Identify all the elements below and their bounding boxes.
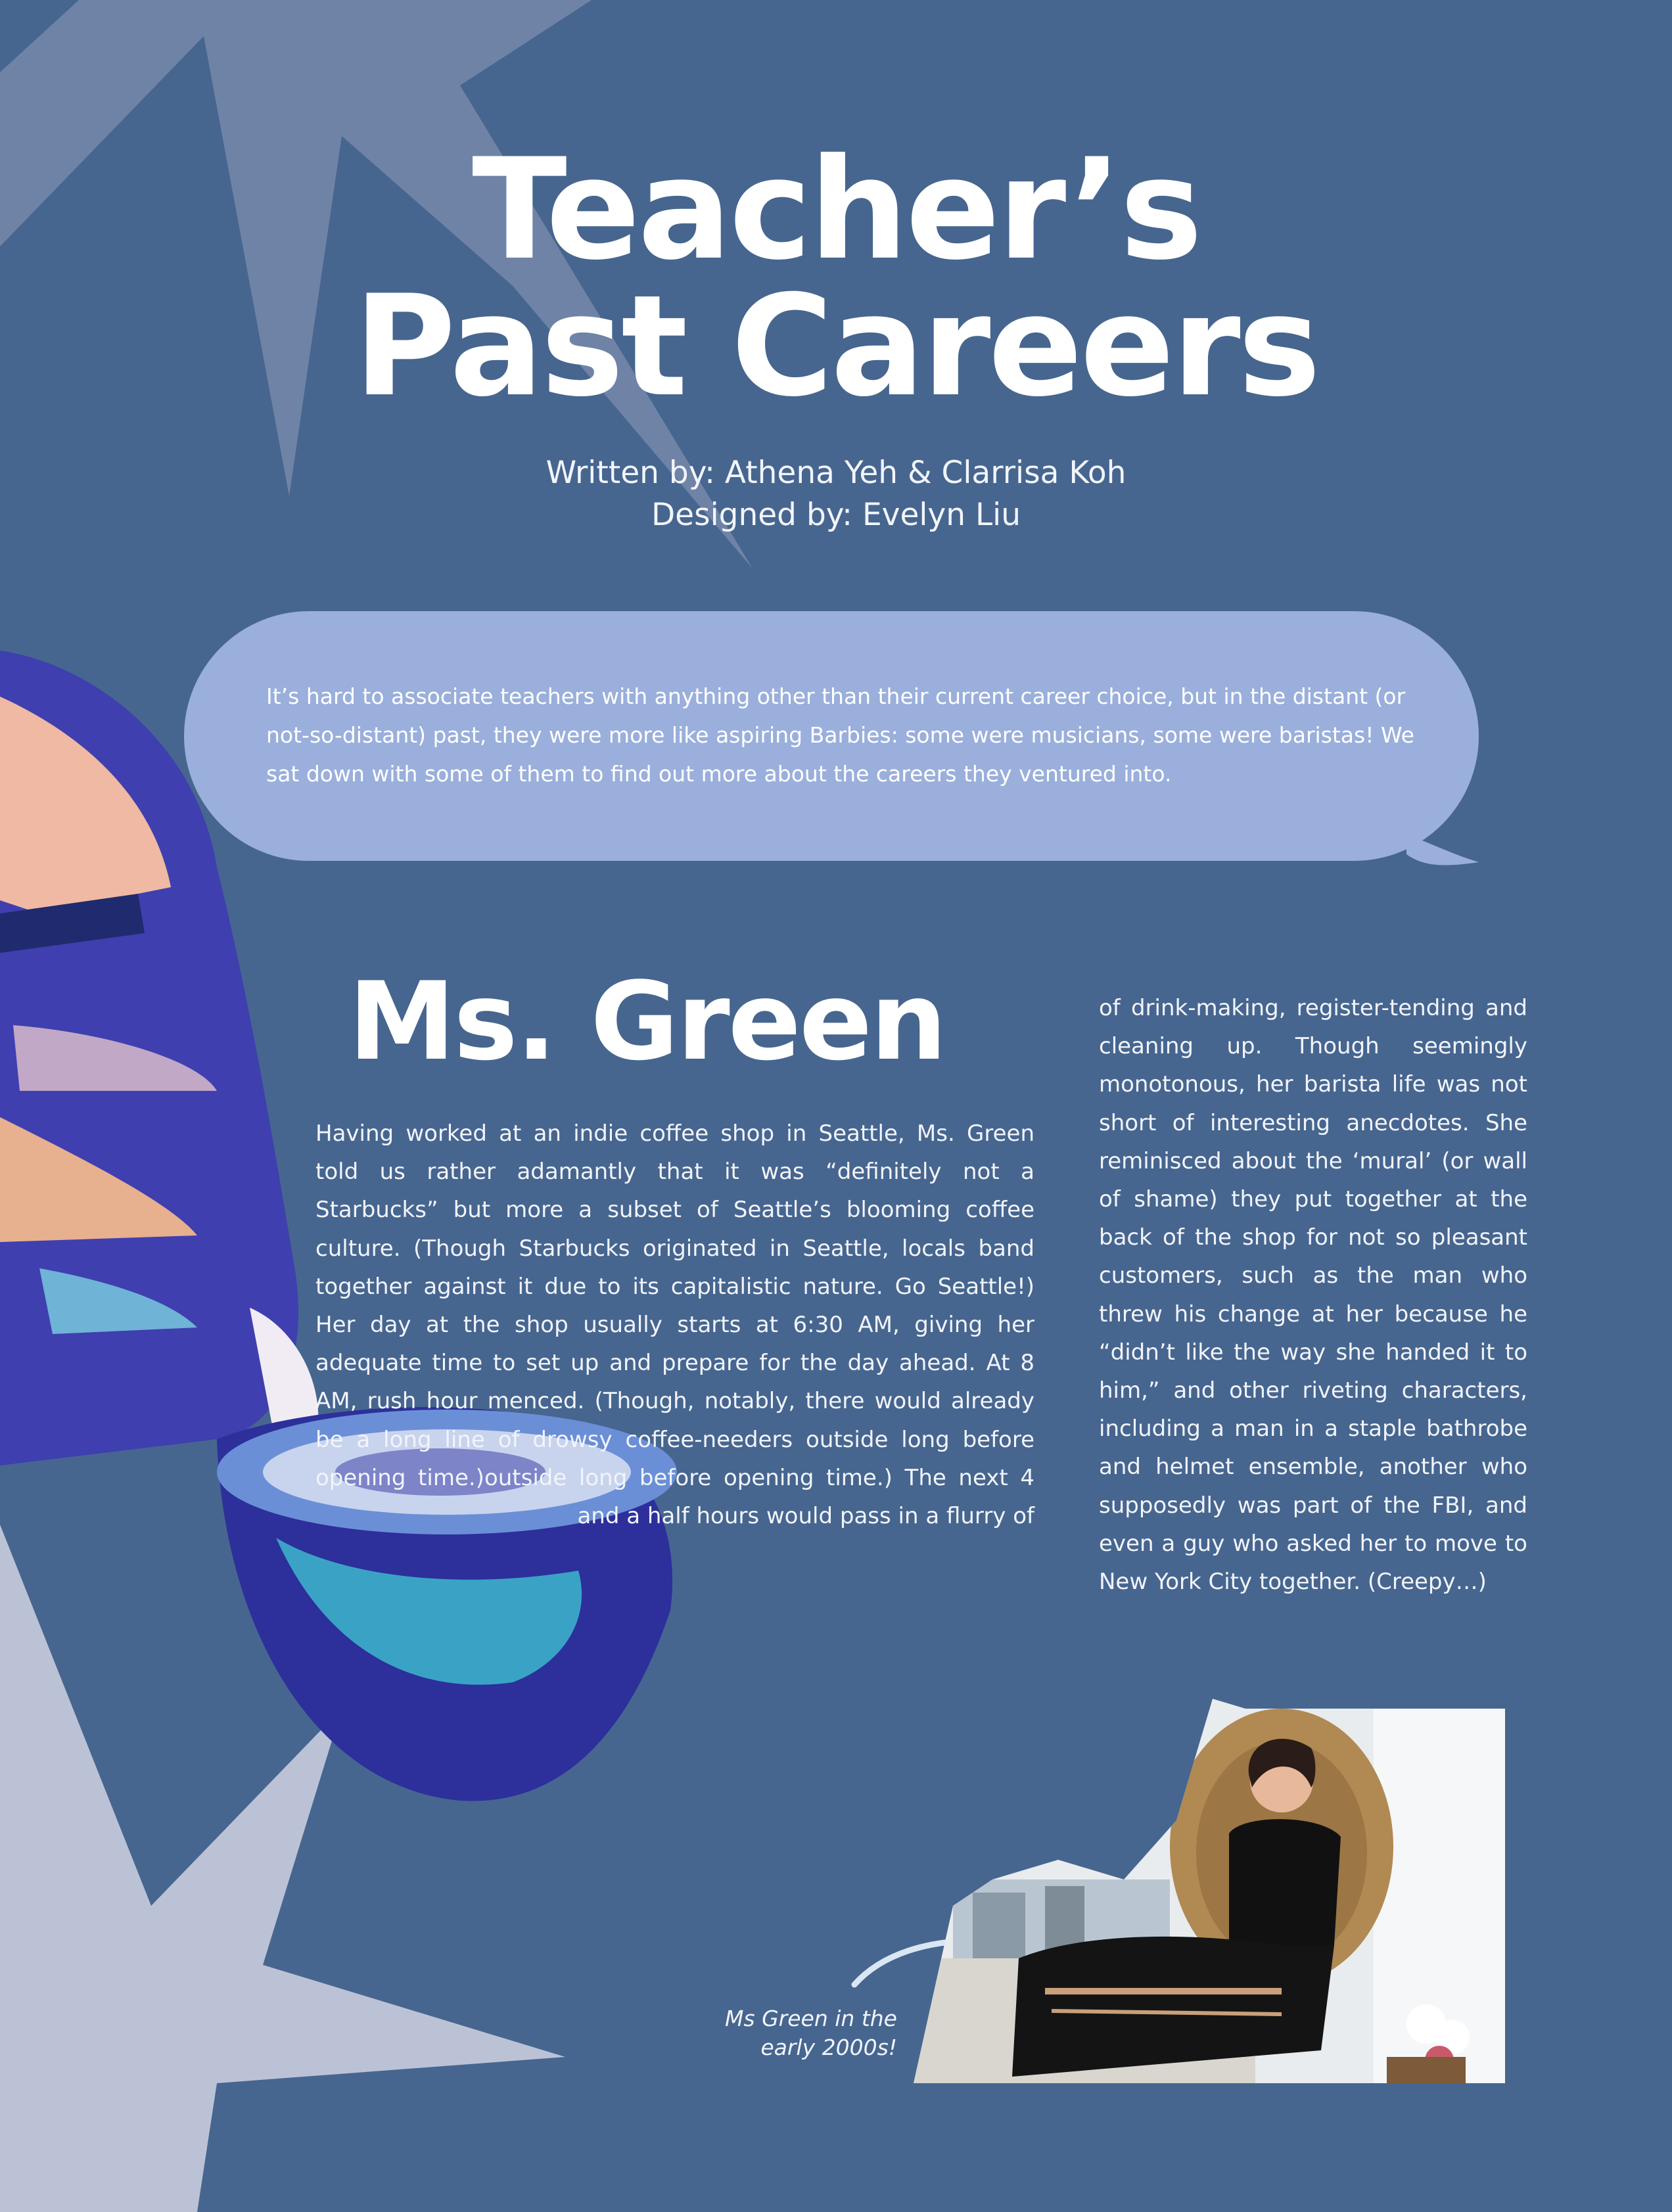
title-line-1: Teacher’s <box>472 128 1200 290</box>
intro-paragraph: It’s hard to associate teachers with anything other than their current career choice, but in the distant (or not-so-distant) past, they were more like aspiring Barbies: some were musicians, some were baristas! We sat down with some of them to find out more about the careers they ventured into. <box>266 683 1414 787</box>
profile-body-right: of drink-making, register-tending and cleaning up. Though seemingly monotonous, her barista life was not short of interesting anecdotes. She reminisced about the ‘mural’ (or wall of shame) they put together at the back of the shop for not so pleasant customers, such as the man who threw his change at her because he “didn’t like the way she handed it to him,” and other riveting characters, including a man in a staple bathrobe and helmet ensemble, another who supposedly was part of the FBI, and even a guy who asked her to move to New York City together. (Creepy…) <box>1099 995 1527 1596</box>
profile-body-left-text: Having worked at an indie coffee shop in Seattle, Ms. Green told us rather adamantly that it was “definitely not a Starbucks” but more a subset of Seattle’s blooming coffee culture. (Though Starbucks originated in Seattle, locals band together against it due to its capitalistic nature. Go Seattle!) Her day at the shop usually starts at 6:30 AM, giving her adequate time to set up and prepare for the day ahead. At 8 AM, rush hour menced. (Though, notably, there would already be a long line of drowsy coffee-needers outside long before opening time.)outside long before opening time.) The next 4 and a half hours would pass in a flurry of <box>315 1120 1034 1530</box>
profile-name-heading: Ms. Green <box>348 959 945 1084</box>
byline <box>0 452 1672 536</box>
photo-caption-line-1: Ms Green in the <box>724 2006 897 2031</box>
title-line-2: Past Careers <box>354 265 1318 427</box>
photo-caption <box>664 2004 897 2062</box>
designed-by: Designed by: Evelyn Liu <box>651 497 1021 533</box>
page-title <box>0 128 1672 427</box>
photo-ms-green <box>914 1682 1505 2090</box>
written-by: Written by: Athena Yeh & Clarrisa Koh <box>546 455 1126 491</box>
photo-caption-line-2: early 2000s! <box>760 2035 897 2060</box>
